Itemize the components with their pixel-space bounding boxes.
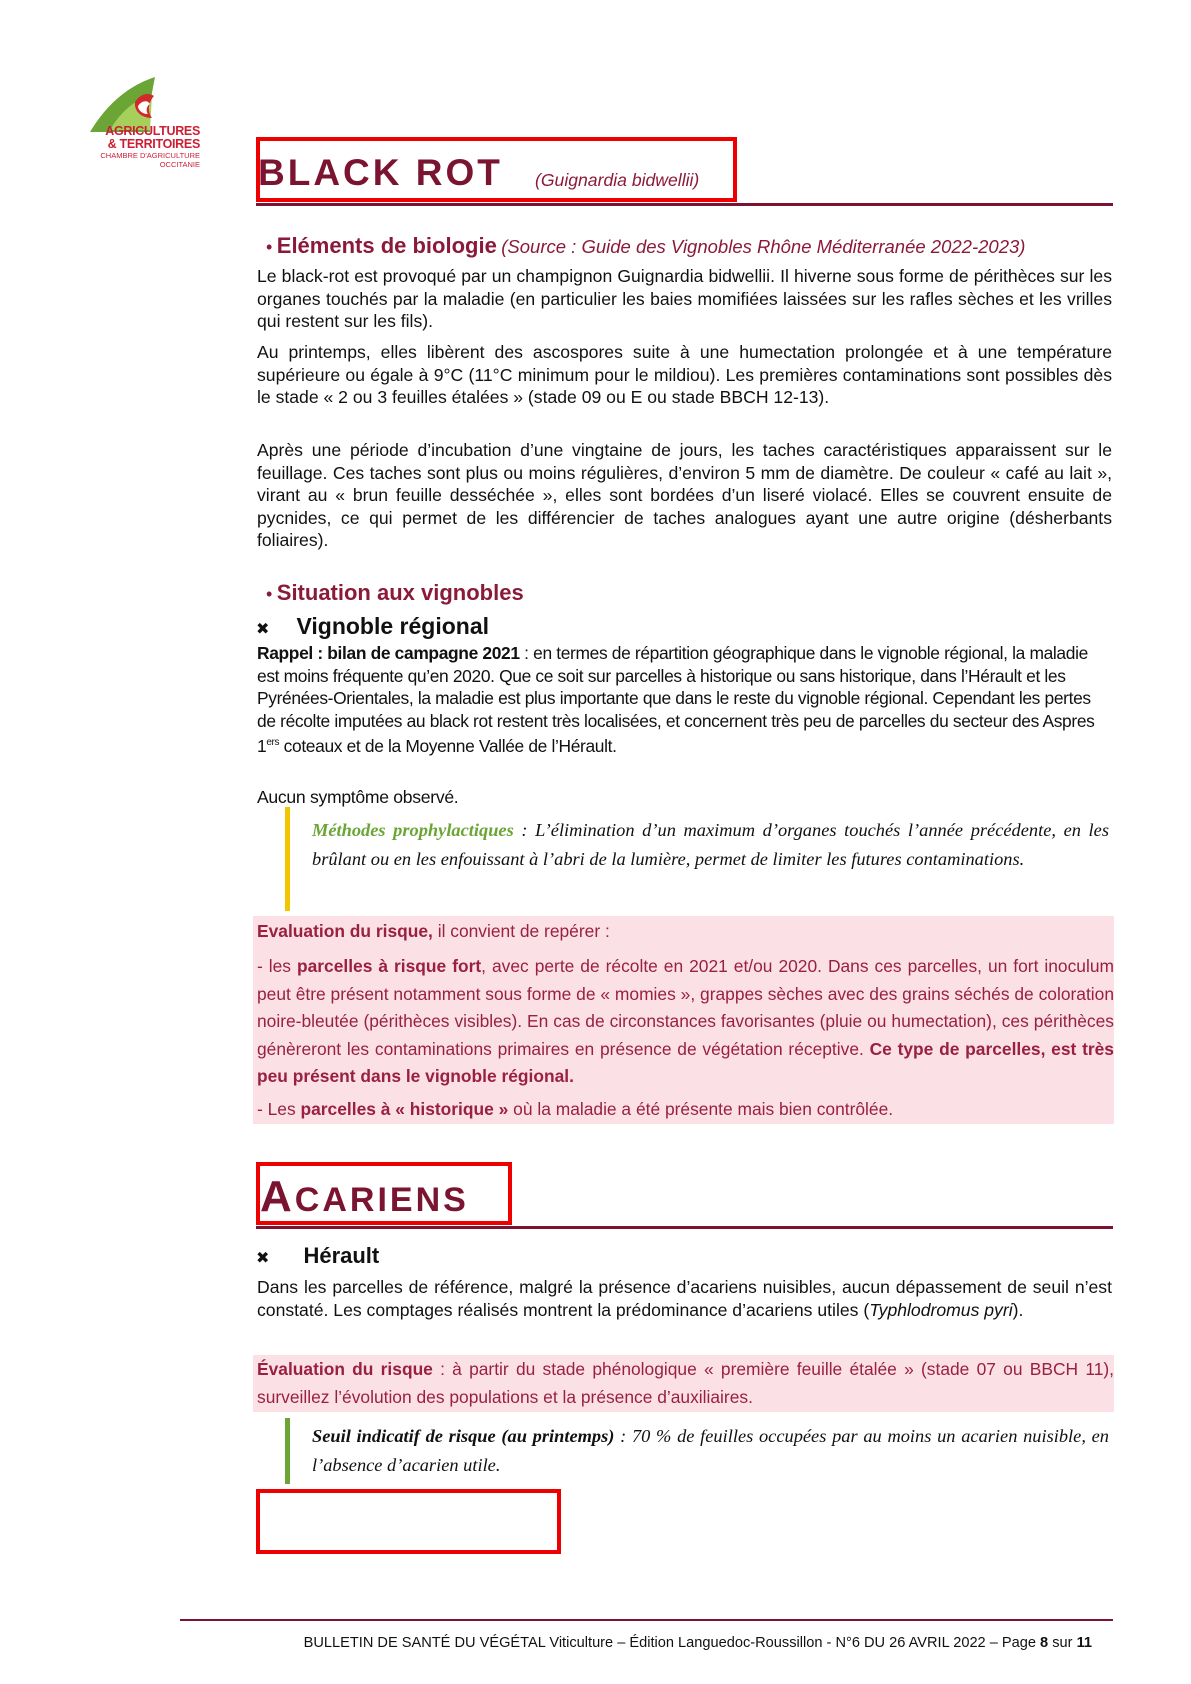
bio-heading-text: Eléments de biologie [276, 233, 497, 258]
black-rot-latin: (Guignardia bidwellii) [535, 170, 700, 190]
bio-paragraph-1: Le black-rot est provoqué par un champignon Guignardia bidwellii. Il hiverne sous forme de périthèces sur les organes touchés par la maladie (en particulier les baies momifiées laissées sur les rafles sèches et les vrilles qui restent sur les fils). [257, 266, 1112, 331]
risk1-c: , avec perte de récolte en 2021 et/ou 2020. Dans ces parcelles, un fort inoculum peut être présent notamment sous forme de « momies », grappes sèches avec des grains séchés de coloration noire-bleutée (périthèces visibles). En cas de circonstances favorisantes (pluie ou humectation), ces périthèces génèreront les contaminations primaires en présence de végétation réceptive. [257, 956, 1114, 1059]
bullet-icon: • [266, 237, 273, 257]
situation-heading-text: Situation aux vignobles [276, 580, 524, 605]
prophylaxis-text: : L’élimination d’un maximum d’organes touchés l’année précédente, en les brûlant ou en les enfouissant à l’abri de la lumière, permet de limiter les futures contaminations. [312, 820, 1109, 869]
risk1-a: - les [257, 956, 297, 976]
risk-bold: Evaluation du risque, [257, 921, 433, 941]
logo-line1: AGRICULTURES [105, 124, 200, 138]
herault-heading [256, 1243, 379, 1269]
acariens-title [260, 1172, 469, 1222]
rappel-bold: Rappel : bilan de campagne 2021 [257, 643, 520, 663]
empty-red-frame [256, 1489, 561, 1554]
risk2-a: - Les [257, 1099, 301, 1119]
threshold-text: : 70 % de feuilles occupées par au moins un acarien nuisible, en l’absence d’acarien utile. [312, 1426, 1110, 1475]
risk2-c: où la maladie a été présente mais bien contrôlée. [508, 1099, 894, 1119]
logo-line2: & TERRITOIRES [107, 137, 200, 151]
rappel-sup: ers [266, 737, 280, 748]
bio-paragraph-3: Après une période d’incubation d’une vingtaine de jours, les taches caractéristiques apparaissent sur le feuillage. Ces taches sont plus ou moins régulières, d’environ 5 mm de diamètre. De couleur « café au lait », virant au « brun feuille desséchée », elles sont bordées d’un liseré violacé. Elles se couvrent ensuite de pycnides, ce qui permet de les différencier de taches analogues ayant une autre origine (désherbants foliaires). [257, 440, 1112, 550]
regional-heading [256, 613, 489, 640]
acariens-risk-text: : à partir du stade phénologique « première feuille étalée » (stade 07 ou BBCH 11), surveillez l’évolution des populations et la présence d’auxiliaires. [257, 1359, 1114, 1407]
prophylaxis-quote [312, 816, 1109, 874]
threshold-quote [312, 1422, 1109, 1480]
footer-sur: sur [1048, 1635, 1077, 1651]
rappel-end: coteaux et de la Moyenne Vallée de l’Hérault. [279, 735, 617, 756]
quote-bar-yellow [285, 807, 290, 911]
footer-text [180, 1635, 1092, 1651]
acariens-title-first: A [260, 1172, 295, 1221]
risk-text: il convient de repérer : [432, 921, 610, 941]
logo-line4: OCCITANIE [159, 160, 200, 169]
rappel-paragraph [257, 642, 1112, 757]
acariens-risk-bold: Évaluation du risque [257, 1359, 433, 1379]
footer-page: 8 [1040, 1635, 1049, 1651]
risk-intro [257, 920, 1114, 942]
acariens-p1-end: ). [1012, 1299, 1024, 1320]
black-rot-rule [256, 203, 1113, 206]
acariens-p1: Dans les parcelles de référence, malgré la présence d’acariens nuisibles, aucun dépassement de seuil n’est constaté. Les comptages réalisés montrent la prédominance d’acariens utiles ( [257, 1277, 1112, 1320]
acariens-risk [257, 1356, 1114, 1411]
footer-rule [180, 1619, 1113, 1621]
cross-icon: ✖ [256, 1250, 270, 1267]
risk1-b: parcelles à risque fort [296, 956, 482, 976]
risk1-d: Ce type de parcelles, est très peu présent dans le vignoble régional. [257, 1038, 1114, 1086]
bullet-icon: • [266, 584, 273, 604]
rappel-text: : en termes de répartition géographique dans le vignoble régional, la maladie est moins fréquente qu’en 2020. Que ce soit sur parcelles à historique ou sans historique, dans l’Hérault et les Pyrénées-Orientales, la maladie est plus importante que dans le reste du vignoble régional. Cependant les pertes de récolte imputées au black rot restent très localisées, et concernent très peu de parcelles du secteur des Aspres 1 [257, 643, 1095, 756]
prophylaxis-label: Méthodes prophylactiques [312, 820, 514, 840]
bio-paragraph-2: Au printemps, elles libèrent des ascospores suite à une humectation prolongée et à une température supérieure ou égale à 9°C (11°C minimum pour le mildiou). Les premières contaminations sont possibles dès le stade « 2 ou 3 feuilles étalées » (stade 09 ou E ou stade BBCH 12-13). [257, 342, 1112, 407]
acariens-paragraph [257, 1276, 1112, 1321]
herault-heading-text: Hérault [303, 1243, 380, 1268]
acariens-rule [256, 1226, 1113, 1229]
quote-bar-green [285, 1418, 290, 1484]
cross-icon: ✖ [256, 621, 270, 638]
threshold-bold: Seuil indicatif de risque (au printemps) [312, 1426, 615, 1446]
acariens-p1-italic: Typhlodromus pyri [869, 1299, 1013, 1320]
acariens-title-rest: CARIENS [294, 1181, 469, 1219]
logo [80, 72, 200, 192]
bio-source: (Source : Guide des Vignobles Rhône Méditerranée 2022-2023) [501, 236, 1026, 257]
footer-main: BULLETIN DE SANTÉ DU VÉGÉTAL Viticulture – Édition Languedoc-Roussillon - N°6 DU 26 AVRIL 2022 – Page [303, 1635, 1041, 1651]
risk-item-1 [257, 953, 1114, 1091]
bio-heading [266, 233, 1126, 259]
situation-heading [266, 580, 524, 606]
risk2-b: parcelles à « historique » [300, 1099, 509, 1119]
black-rot-title: BLACK ROT [258, 152, 503, 193]
aucun-symptome: Aucun symptôme observé. [257, 787, 459, 807]
risk-item-2 [257, 1098, 1114, 1120]
footer-total: 11 [1076, 1635, 1092, 1651]
logo-line3: CHAMBRE D'AGRICULTURE [100, 151, 200, 160]
regional-heading-text: Vignoble régional [296, 613, 489, 639]
